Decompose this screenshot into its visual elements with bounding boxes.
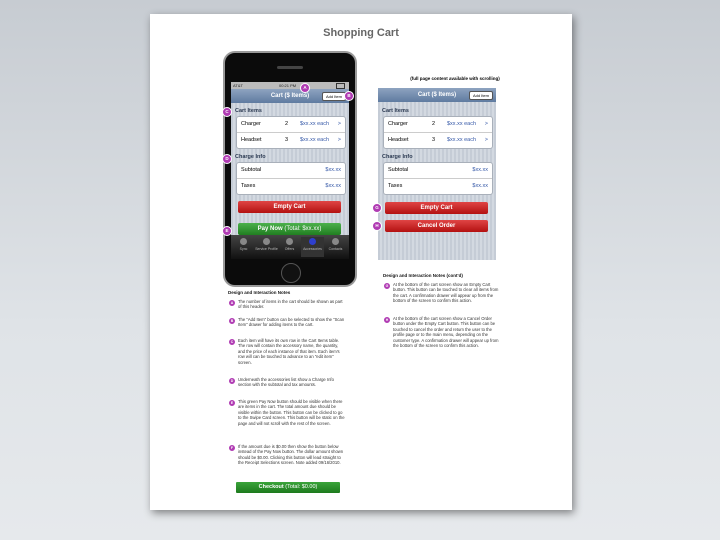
cart-item-row[interactable]	[384, 117, 492, 132]
tab-bar	[231, 235, 349, 259]
accessories-icon	[309, 238, 316, 245]
item-name: Headset	[241, 137, 262, 143]
charge-row	[384, 178, 492, 194]
note-h	[385, 316, 501, 349]
note-f	[230, 444, 346, 466]
note-text: At the bottom of the cart screen show an Empty Cart button. This button can be touched to clear all items from the cart. A confirmation drawer will appear up from the bottom of the screen to confirm this action.	[393, 282, 499, 304]
note-marker: G	[383, 282, 391, 290]
pay-now-total: (Total: $xx.xx)	[282, 226, 322, 232]
tab-label: Offers	[284, 247, 295, 251]
item-price: $xx.xx each	[300, 137, 330, 143]
home-button[interactable]	[281, 263, 301, 283]
tab-service-profile[interactable]	[255, 237, 278, 257]
charge-value: $xx.xx	[472, 183, 488, 189]
cart-item-row[interactable]	[384, 132, 492, 148]
charge-value: $xx.xx	[325, 183, 341, 189]
tab-label: Contacts	[328, 247, 343, 251]
note-marker: E	[228, 399, 236, 407]
carrier-label: AT&T	[233, 83, 243, 88]
charge-row	[384, 163, 492, 178]
tab-contacts[interactable]	[324, 237, 347, 257]
charge-row	[237, 163, 345, 178]
mock-nav-bar	[378, 88, 496, 102]
charge-label: Taxes	[241, 183, 256, 189]
charge-label: Taxes	[388, 183, 403, 189]
annotation-marker-b: B	[344, 91, 354, 101]
charge-row	[237, 178, 345, 194]
note-b	[230, 317, 346, 328]
sync-icon	[240, 238, 247, 245]
item-price: $xx.xx each	[447, 137, 477, 143]
pay-now-label: Pay Now	[257, 226, 283, 232]
item-qty: 3	[432, 137, 436, 143]
checkout-total: (Total: $0.00)	[283, 484, 318, 490]
note-marker: D	[228, 377, 236, 385]
offers-icon	[286, 238, 293, 245]
tab-label: Sync	[239, 247, 248, 251]
mock-cart-items-table	[383, 116, 493, 149]
charge-info-table	[236, 162, 346, 195]
note-a	[230, 299, 346, 310]
note-marker: C	[228, 338, 236, 346]
note-text: The "Add Item" button can be selected to show the "Scan Item" drawer for adding items to the cart.	[238, 317, 345, 328]
annotation-marker-a: A	[300, 83, 310, 93]
empty-cart-button[interactable]: Empty Cart	[238, 201, 341, 213]
note-g	[385, 282, 501, 304]
contacts-icon	[332, 238, 339, 245]
profile-icon	[263, 238, 270, 245]
note-text: The number of items in the cart should be shown as part of this header.	[238, 299, 343, 310]
cart-items-table	[236, 116, 346, 149]
page-title: Shopping Cart	[323, 27, 399, 39]
chevron-right-icon: >	[337, 137, 341, 143]
phone-screen	[231, 82, 349, 259]
mock-cart-title: Cart ($ Items)	[417, 92, 457, 98]
chevron-right-icon: >	[337, 121, 341, 127]
cart-content	[231, 103, 349, 235]
cart-title: Cart ($ Items)	[270, 93, 310, 99]
tab-sync[interactable]	[232, 237, 255, 257]
mock-add-item-button[interactable]: Add Item	[469, 91, 493, 100]
mock-empty-cart-button[interactable]: Empty Cart	[385, 202, 488, 214]
document-page	[150, 14, 572, 510]
note-text: Underneath the accessories list show a Charge Info section with the subtotal and tax amounts.	[238, 377, 334, 388]
annotation-marker-c: C	[222, 107, 232, 117]
annotation-marker-d: D	[222, 154, 232, 164]
checkout-label: Checkout	[258, 484, 284, 490]
nav-bar	[231, 89, 349, 103]
notes-title-cont: Design and Interaction Notes (cont'd)	[383, 273, 463, 278]
annotation-marker-g: G	[372, 203, 382, 213]
cart-item-row[interactable]	[237, 117, 345, 132]
mock-charge-info-header: Charge Info	[382, 154, 413, 160]
charge-info-header: Charge Info	[235, 154, 266, 160]
note-c	[230, 338, 346, 365]
item-qty: 3	[285, 137, 289, 143]
mock-charge-info-table	[383, 162, 493, 195]
item-price: $xx.xx each	[447, 121, 477, 127]
annotation-marker-h: H	[372, 221, 382, 231]
tab-accessories[interactable]	[301, 237, 324, 257]
chevron-right-icon: >	[484, 137, 488, 143]
mock-cart-items-header: Cart Items	[382, 108, 409, 114]
tab-label: Accessories	[303, 247, 322, 251]
note-d	[230, 377, 346, 388]
annotation-marker-e: E	[222, 226, 232, 236]
tab-label: Service Profile	[255, 247, 278, 251]
cart-item-row[interactable]	[237, 132, 345, 148]
notes-title: Design and Interaction Notes	[228, 290, 291, 295]
tab-offers[interactable]	[278, 237, 301, 257]
charge-value: $xx.xx	[325, 167, 341, 173]
note-marker: H	[383, 316, 391, 324]
checkout-button[interactable]	[236, 482, 340, 493]
pay-now-button[interactable]	[238, 223, 341, 235]
charge-label: Subtotal	[241, 167, 262, 173]
cancel-order-button[interactable]: Cancel Order	[385, 220, 488, 232]
item-qty: 2	[285, 121, 289, 127]
speaker-grille	[277, 66, 303, 69]
item-price: $xx.xx each	[300, 121, 330, 127]
note-marker: A	[228, 299, 236, 307]
note-text: At the bottom of the cart screen show a Cancel Order button under the Empty Cart button. This button can be touched to cancel the order and return the user to the profile page or to the main menu, depending on the customer type. A confirmation drawer will appear up from the bottom of the screen to confirm this action.	[393, 316, 499, 349]
item-name: Charger	[388, 121, 408, 127]
add-item-button[interactable]: Add Item	[322, 92, 346, 101]
status-bar	[231, 82, 349, 89]
item-qty: 2	[432, 121, 436, 127]
note-e	[230, 399, 346, 426]
charge-value: $xx.xx	[472, 167, 488, 173]
chevron-right-icon: >	[484, 121, 488, 127]
note-marker: F	[228, 444, 236, 452]
item-name: Charger	[241, 121, 261, 127]
clock-label: 00:21 PM	[279, 83, 297, 88]
cart-items-header: Cart Items	[235, 108, 262, 114]
full-page-mockup	[378, 88, 496, 260]
note-marker: B	[228, 317, 236, 325]
phone-mockup	[223, 51, 357, 287]
scrolling-note: (full page content available with scrolling)	[410, 76, 500, 81]
note-text: If the amount due is $0.00 then show the button below instead of the Pay Now button. The dollar amount shown should be $0.00. Clicking this button will lead straight to the Receipt Selections screen. Note added 09/16/2010.	[238, 444, 344, 466]
charge-label: Subtotal	[388, 167, 409, 173]
note-text: This green Pay Now button should be visible when there are items in the cart. The total amount due should be visible within the button. This button can be clicked to go to the Swipe Card screen. This button will be static on the page and will not scroll with the rest of the screen.	[238, 399, 345, 426]
note-text: Each item will have its own row in the Cart Items table. The row will contain the accessory name, the quantity, and the price of each instance of that item. Each item's row will can be touched to advance to an "edit item" screen.	[238, 338, 340, 365]
item-name: Headset	[388, 137, 409, 143]
